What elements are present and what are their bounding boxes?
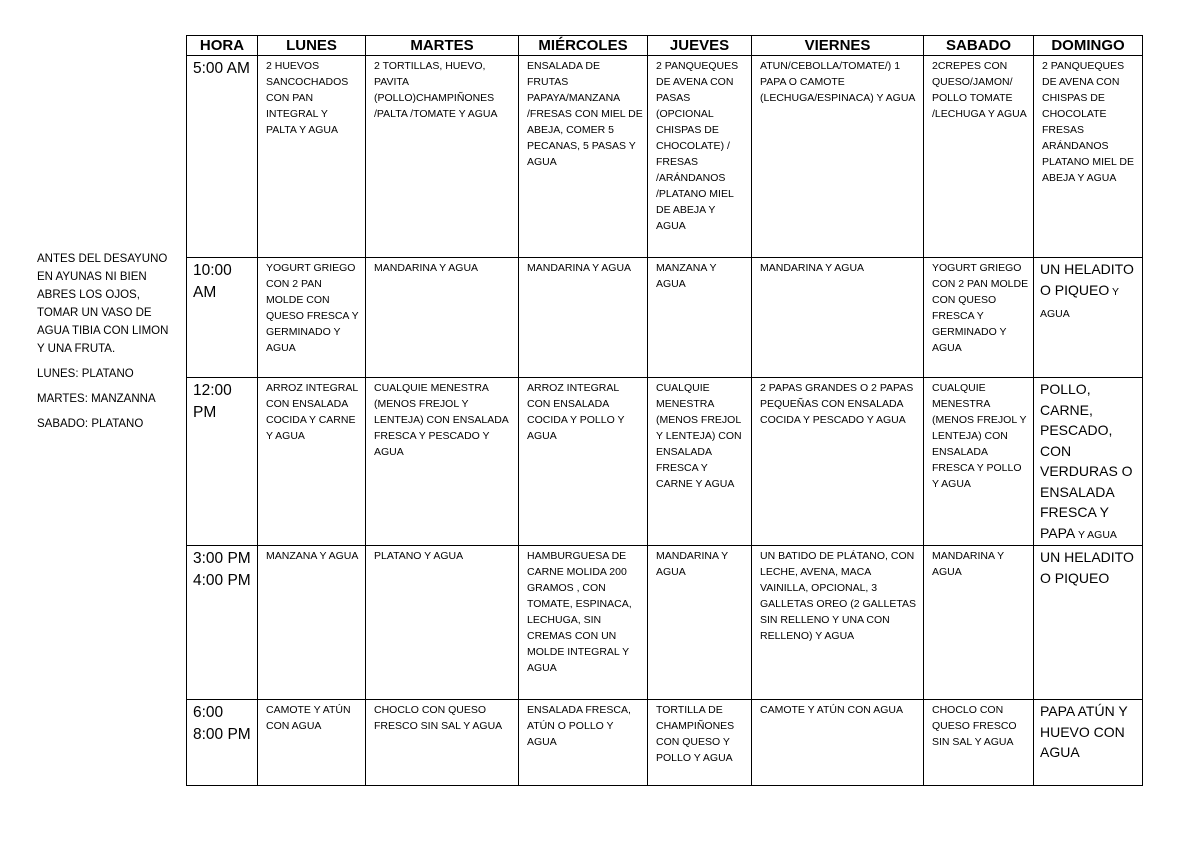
table-row	[187, 56, 1143, 258]
domingo-cell-main: UN HELADITO O PIQUEO	[1040, 261, 1134, 298]
miercoles-cell: HAMBURGUESA DE CARNE MOLIDA 200 GRAMOS , CON TOMATE, ESPINACA, LECHUGA, SIN CREMAS CON UN MOLDE INTEGRAL Y AGUA	[519, 546, 648, 700]
table-row	[187, 378, 1143, 546]
side-note	[37, 250, 177, 440]
side-note-intro: ANTES DEL DESAYUNO EN AYUNAS NI BIEN ABRES LOS OJOS, TOMAR UN VASO DE AGUA TIBIA CON LIMON Y UNA FRUTA.	[37, 253, 169, 355]
domingo-cell: UN HELADITO O PIQUEO	[1034, 546, 1143, 700]
jueves-cell: MANDARINA Y AGUA	[648, 546, 752, 700]
header-miercoles: MIÉRCOLES	[519, 36, 648, 56]
hora-cell: 10:00 AM	[187, 258, 258, 378]
header-viernes: VIERNES	[752, 36, 924, 56]
hora-cell: 3:00 PM 4:00 PM	[187, 546, 258, 700]
sabado-cell: CHOCLO CON QUESO FRESCO SIN SAL Y AGUA	[924, 700, 1034, 786]
jueves-cell: TORTILLA DE CHAMPIÑONES CON QUESO Y POLLO Y AGUA	[648, 700, 752, 786]
domingo-cell-suffix: Y AGUA	[1040, 285, 1119, 320]
miercoles-cell: ARROZ INTEGRAL CON ENSALADA COCIDA Y POLLO Y AGUA	[519, 378, 648, 546]
sabado-cell: 2CREPES CON QUESO/JAMON/ POLLO TOMATE /LECHUGA Y AGUA	[924, 56, 1034, 258]
lunes-cell: ARROZ INTEGRAL CON ENSALADA COCIDA Y CARNE Y AGUA	[258, 378, 366, 546]
table-row	[187, 700, 1143, 786]
header-lunes: LUNES	[258, 36, 366, 56]
header-jueves: JUEVES	[648, 36, 752, 56]
domingo-cell-suffix: Y AGUA	[1075, 528, 1117, 541]
lunes-cell: CAMOTE Y ATÚN CON AGUA	[258, 700, 366, 786]
header-sabado: SABADO	[924, 36, 1034, 56]
header-row	[187, 36, 1143, 56]
domingo-cell-main: POLLO, CARNE, PESCADO, CON VERDURAS O ENSALADA FRESCA Y PAPA	[1040, 381, 1133, 541]
hora-cell: 6:00 8:00 PM	[187, 700, 258, 786]
viernes-cell: CAMOTE Y ATÚN CON AGUA	[752, 700, 924, 786]
martes-cell: 2 TORTILLAS, HUEVO, PAVITA (POLLO)CHAMPIÑONES /PALTA /TOMATE Y AGUA	[366, 56, 519, 258]
header-hora: HORA	[187, 36, 258, 56]
viernes-cell: UN BATIDO DE PLÁTANO, CON LECHE, AVENA, MACA VAINILLA, OPCIONAL, 3 GALLETAS OREO (2 GALLETAS SIN RELLENO Y UNA CON RELLENO) Y AGUA	[752, 546, 924, 700]
table-row	[187, 258, 1143, 378]
viernes-cell: ATUN/CEBOLLA/TOMATE/) 1 PAPA O CAMOTE (LECHUGA/ESPINACA) Y AGUA	[752, 56, 924, 258]
miercoles-cell: ENSALADA DE FRUTAS PAPAYA/MANZANA /FRESAS CON MIEL DE ABEJA, COMER 5 PECANAS, 5 PASAS Y AGUA	[519, 56, 648, 258]
meal-schedule-table	[186, 35, 1143, 786]
sabado-cell: CUALQUIE MENESTRA (MENOS FREJOL Y LENTEJA) CON ENSALADA FRESCA Y POLLO Y AGUA	[924, 378, 1034, 546]
miercoles-cell: MANDARINA Y AGUA	[519, 258, 648, 378]
domingo-cell	[1034, 378, 1143, 546]
hora-cell: 12:00 PM	[187, 378, 258, 546]
sabado-cell: YOGURT GRIEGO CON 2 PAN MOLDE CON QUESO FRESCA Y GERMINADO Y AGUA	[924, 258, 1034, 378]
viernes-cell: MANDARINA Y AGUA	[752, 258, 924, 378]
miercoles-cell: ENSALADA FRESCA, ATÚN O POLLO Y AGUA	[519, 700, 648, 786]
viernes-cell: 2 PAPAS GRANDES O 2 PAPAS PEQUEÑAS CON ENSALADA COCIDA Y PESCADO Y AGUA	[752, 378, 924, 546]
lunes-cell: MANZANA Y AGUA	[258, 546, 366, 700]
hora-cell: 5:00 AM	[187, 56, 258, 258]
domingo-cell: 2 PANQUEQUES DE AVENA CON CHISPAS DE CHOCOLATE FRESAS ARÁNDANOS PLATANO MIEL DE ABEJA Y AGUA	[1034, 56, 1143, 258]
header-domingo: DOMINGO	[1034, 36, 1143, 56]
martes-cell: CHOCLO CON QUESO FRESCO SIN SAL Y AGUA	[366, 700, 519, 786]
side-note-lunes: LUNES: PLATANO	[37, 368, 134, 380]
sabado-cell: MANDARINA Y AGUA	[924, 546, 1034, 700]
jueves-cell: 2 PANQUEQUES DE AVENA CON PASAS (OPCIONAL CHISPAS DE CHOCOLATE) / FRESAS /ARÁNDANOS /PLATANO MIEL DE ABEJA Y AGUA	[648, 56, 752, 258]
table-row	[187, 546, 1143, 700]
side-note-sabado: SABADO: PLATANO	[37, 418, 144, 430]
jueves-cell: MANZANA Y AGUA	[648, 258, 752, 378]
martes-cell: PLATANO Y AGUA	[366, 546, 519, 700]
header-martes: MARTES	[366, 36, 519, 56]
domingo-cell: PAPA ATÚN Y HUEVO CON AGUA	[1034, 700, 1143, 786]
lunes-cell: 2 HUEVOS SANCOCHADOS CON PAN INTEGRAL Y PALTA Y AGUA	[258, 56, 366, 258]
side-note-martes: MARTES: MANZANNA	[37, 393, 156, 405]
martes-cell: CUALQUIE MENESTRA (MENOS FREJOL Y LENTEJA) CON ENSALADA FRESCA Y PESCADO Y AGUA	[366, 378, 519, 546]
domingo-cell	[1034, 258, 1143, 378]
martes-cell: MANDARINA Y AGUA	[366, 258, 519, 378]
jueves-cell: CUALQUIE MENESTRA (MENOS FREJOL Y LENTEJA) CON ENSALADA FRESCA Y CARNE Y AGUA	[648, 378, 752, 546]
lunes-cell: YOGURT GRIEGO CON 2 PAN MOLDE CON QUESO FRESCA Y GERMINADO Y AGUA	[258, 258, 366, 378]
